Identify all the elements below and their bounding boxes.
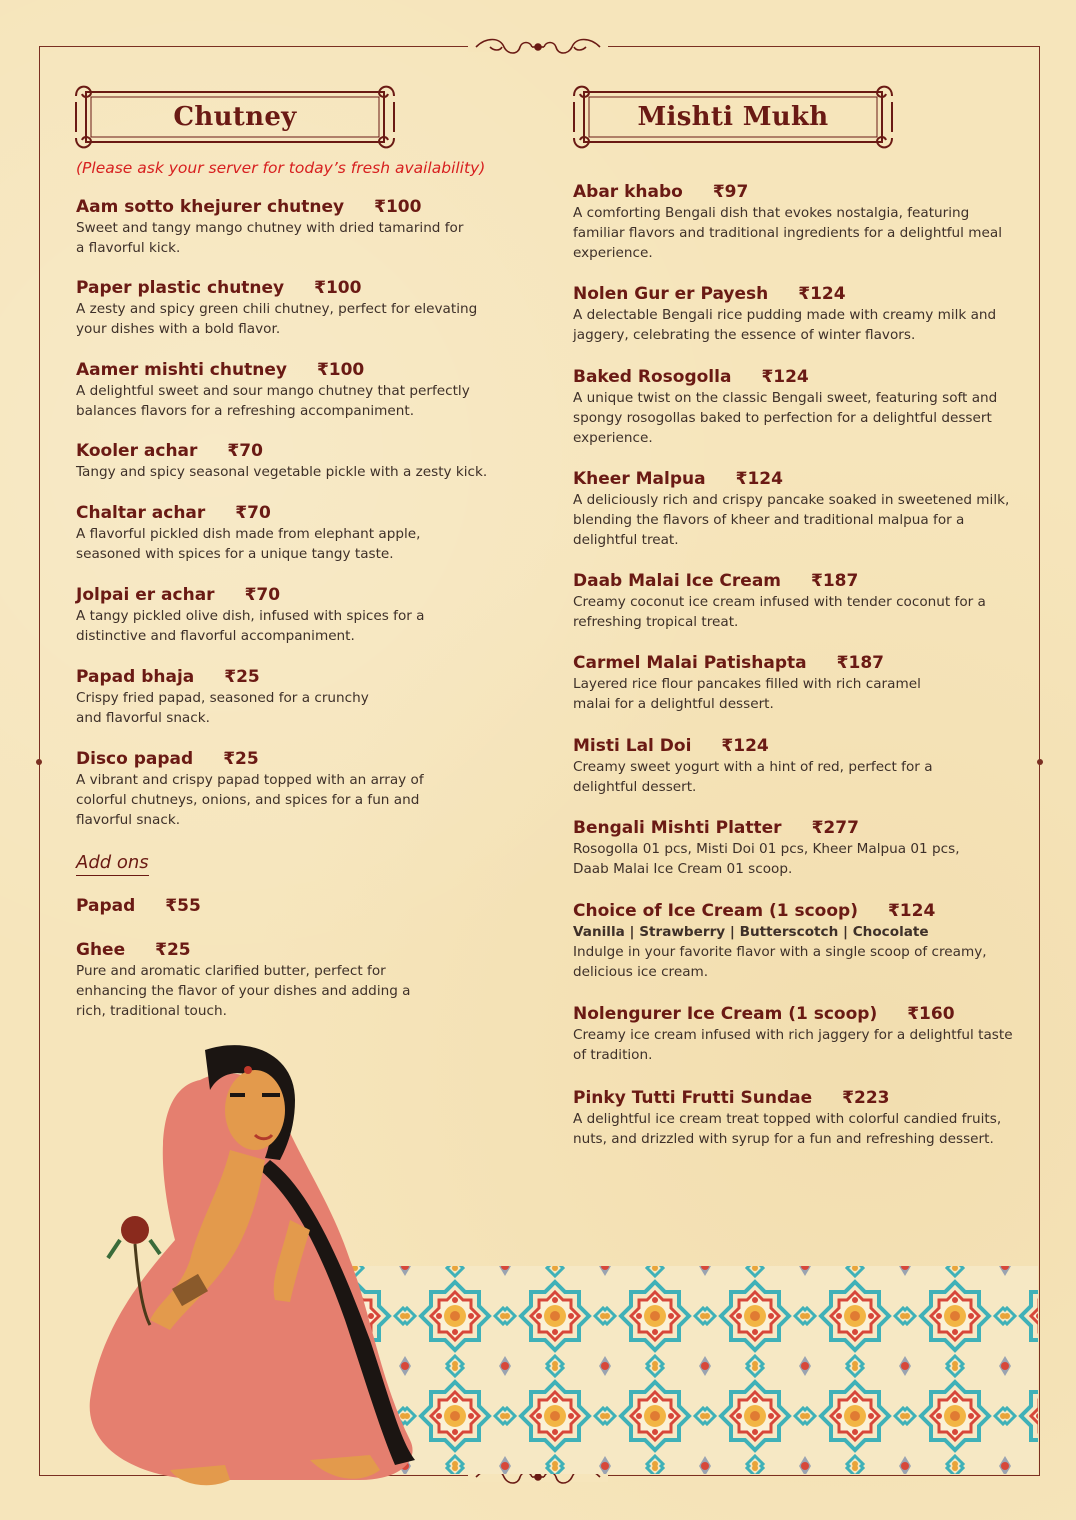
menu-item [573, 367, 1023, 448]
item-price: ₹25 [155, 940, 191, 960]
item-price: ₹277 [811, 818, 859, 838]
menu-item [573, 1088, 1023, 1149]
chutney-heading [74, 82, 396, 152]
item-description: Tangy and spicy seasonal vegetable pickle with a zesty kick. [76, 464, 488, 480]
menu-item [76, 585, 526, 646]
item-name: Abar khabo [573, 182, 683, 202]
item-name: Daab Malai Ice Cream [573, 571, 782, 591]
item-name: Nolen Gur er Payesh [573, 284, 769, 304]
item-flavors: Vanilla | Strawberry | Butterscotch | Chocolate [573, 924, 929, 940]
item-name: Papad bhaja [76, 667, 195, 687]
item-description: Pure and aromatic clarified butter, perfect for enhancing the flavor of your dishes and adding a rich, traditional touch. [76, 963, 411, 1019]
menu-item [76, 441, 526, 482]
menu-item [573, 1004, 1023, 1065]
addons-heading: Add ons [76, 852, 149, 876]
menu-item [573, 284, 1023, 345]
mishti-heading [572, 82, 894, 152]
menu-item [76, 896, 526, 916]
menu-item [573, 818, 1023, 879]
item-price: ₹25 [223, 749, 259, 769]
menu-item [573, 653, 1023, 714]
item-price: ₹223 [842, 1088, 890, 1108]
item-price: ₹100 [314, 278, 362, 298]
item-price: ₹124 [721, 736, 769, 756]
menu-item [76, 749, 526, 830]
item-price: ₹97 [712, 182, 749, 202]
menu-item [573, 182, 1023, 263]
item-name: Carmel Malai Patishapta [573, 653, 807, 673]
availability-note: (Please ask your server for today’s fresh availability) [76, 159, 486, 177]
item-name: Bengali Mishti Platter [573, 818, 782, 838]
item-description: A delightful ice cream treat topped with colorful candied fruits, nuts, and drizzled with syrup for a fun and refreshing dessert. [573, 1111, 1002, 1147]
item-description: A deliciously rich and crispy pancake soaked in sweetened milk, blending the flavors of kheer and traditional malpua for a delightful treat. [573, 492, 1010, 548]
item-description: A vibrant and crispy papad topped with an array of colorful chutneys, onions, and spices for a fun and flavorful snack. [76, 772, 424, 828]
item-name: Papad [76, 896, 136, 916]
seated-woman-illustration-icon [80, 1040, 430, 1510]
item-price: ₹70 [227, 441, 263, 461]
menu-item [76, 503, 526, 564]
item-price: ₹187 [811, 571, 859, 591]
item-price: ₹100 [374, 197, 422, 217]
item-name: Kooler achar [76, 441, 198, 461]
item-description: A delightful sweet and sour mango chutney that perfectly balances flavors for a refreshing accompaniment. [76, 383, 470, 419]
item-name: Paper plastic chutney [76, 278, 285, 298]
item-name: Ghee [76, 940, 126, 960]
menu-item [573, 469, 1023, 550]
item-description: Indulge in your favorite flavor with a single scoop of creamy, delicious ice cream. [573, 944, 987, 980]
item-price: ₹100 [316, 360, 365, 380]
item-description: A comforting Bengali dish that evokes nostalgia, featuring familiar flavors and traditional ingredients for a delightful meal experience. [573, 205, 1002, 261]
item-price: ₹124 [798, 284, 846, 304]
mishti-title: Mishti Mukh [637, 102, 829, 132]
item-price: ₹124 [887, 901, 936, 921]
menu-item [76, 197, 526, 258]
item-description: A delectable Bengali rice pudding made with creamy milk and jaggery, celebrating the essence of winter flavors. [573, 307, 997, 343]
item-description: A unique twist on the classic Bengali sweet, featuring soft and spongy rosogollas baked to perfection for a delightful dessert experience. [573, 390, 998, 446]
menu-item [76, 360, 526, 421]
item-price: ₹187 [836, 653, 884, 673]
item-price: ₹70 [244, 585, 281, 605]
item-description: Crispy fried papad, seasoned for a crunchy and flavorful snack. [76, 690, 369, 726]
menu-item [76, 940, 526, 1021]
item-description: Rosogolla 01 pcs, Misti Doi 01 pcs, Kheer Malpua 01 pcs, Daab Malai Ice Cream 01 scoop. [573, 841, 960, 877]
item-name: Aam sotto khejurer chutney [76, 197, 345, 217]
item-description: A flavorful pickled dish made from elephant apple, seasoned with spices for a unique tangy taste. [76, 526, 421, 562]
item-price: ₹160 [907, 1004, 955, 1024]
item-name: Chaltar achar [76, 503, 206, 523]
menu-item [573, 736, 1023, 797]
border-dot-icon [1037, 759, 1043, 765]
item-name: Nolengurer Ice Cream (1 scoop) [573, 1004, 878, 1024]
item-price: ₹70 [235, 503, 271, 523]
menu-item [76, 278, 526, 339]
item-name: Kheer Malpua [573, 469, 706, 489]
item-name: Aamer mishti chutney [76, 360, 287, 380]
item-description: Creamy ice cream infused with rich jaggery for a delightful taste of tradition. [573, 1027, 1013, 1063]
item-name: Baked Rosogolla [573, 367, 732, 387]
item-name: Choice of Ice Cream (1 scoop) [573, 901, 858, 921]
item-price: ₹124 [761, 367, 809, 387]
item-price: ₹25 [224, 667, 260, 687]
item-price: ₹124 [735, 469, 783, 489]
menu-item [573, 901, 1023, 982]
item-description: A zesty and spicy green chili chutney, perfect for elevating your dishes with a bold flavor. [76, 301, 478, 337]
item-description: Creamy coconut ice cream infused with tender coconut for a refreshing tropical treat. [573, 594, 986, 630]
item-name: Pinky Tutti Frutti Sundae [573, 1088, 813, 1108]
chutney-title: Chutney [173, 102, 297, 132]
border-dot-icon [36, 759, 42, 765]
item-name: Misti Lal Doi [573, 736, 692, 756]
item-name: Jolpai er achar [76, 585, 215, 605]
item-description: Layered rice flour pancakes filled with rich caramel malai for a delightful dessert. [573, 676, 921, 712]
top-flourish-icon [470, 35, 606, 59]
menu-item [573, 571, 1023, 632]
item-description: A tangy pickled olive dish, infused with spices for a distinctive and flavorful accompaniment. [76, 608, 425, 644]
item-price: ₹55 [165, 896, 201, 916]
item-name: Disco papad [76, 749, 194, 769]
menu-item [76, 667, 526, 728]
item-description: Sweet and tangy mango chutney with dried tamarind for a flavorful kick. [76, 220, 464, 256]
item-description: Creamy sweet yogurt with a hint of red, perfect for a delightful dessert. [573, 759, 933, 795]
